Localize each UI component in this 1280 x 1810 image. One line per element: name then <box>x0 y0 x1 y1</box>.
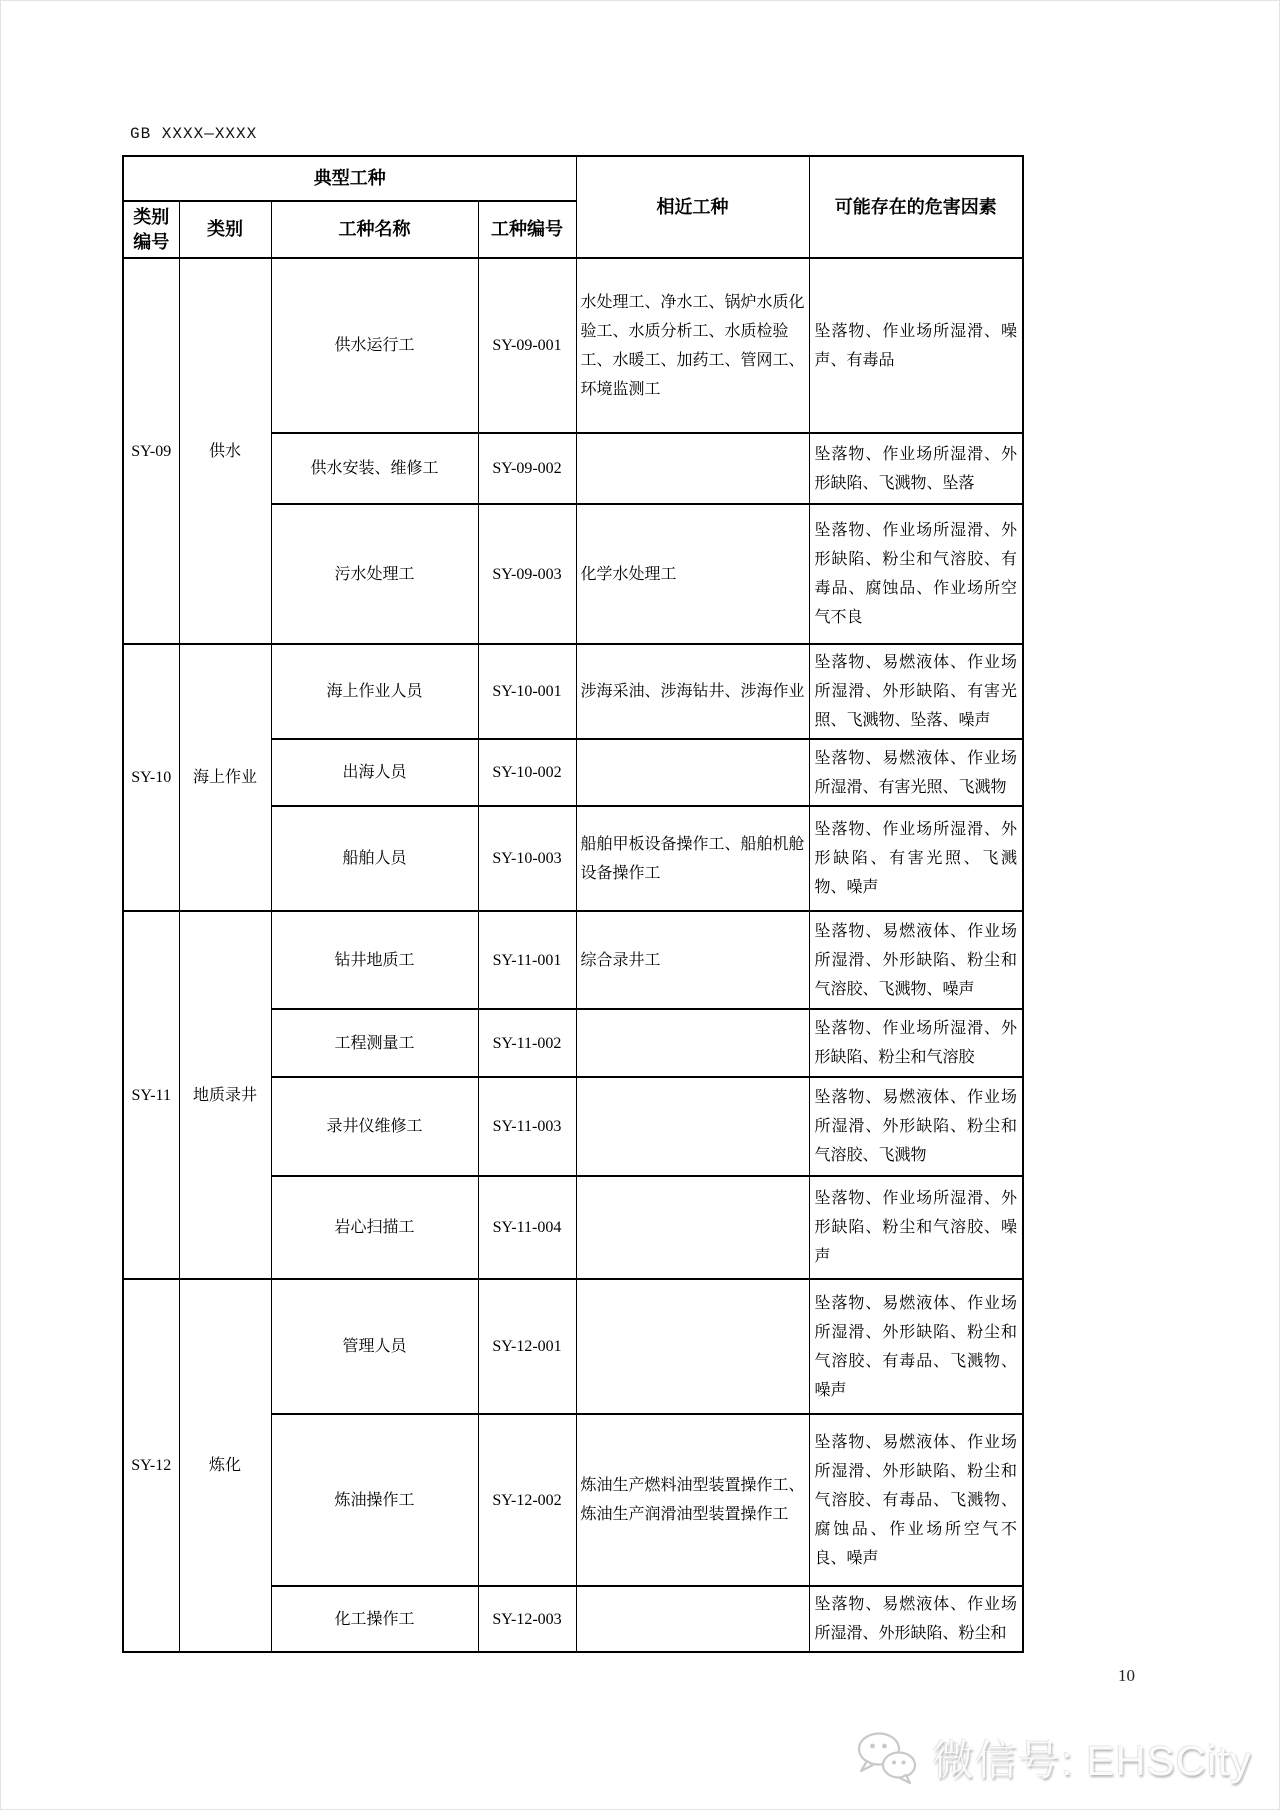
header-category: 类别 <box>179 201 271 258</box>
category-no-cell: SY-10 <box>123 644 179 911</box>
header-typical-jobs: 典型工种 <box>123 156 576 201</box>
header-category-no: 类别编号 <box>123 201 179 258</box>
hazards-cell: 坠落物、作业场所湿滑、外形缺陷、粉尘和气溶胶、有毒品、腐蚀品、作业场所空气不良 <box>809 504 1023 644</box>
similar-jobs-cell: 船舶甲板设备操作工、船舶机舱设备操作工 <box>576 806 809 911</box>
job-code-cell: SY-09-003 <box>478 504 576 644</box>
job-name-cell: 工程测量工 <box>271 1009 478 1077</box>
similar-jobs-cell <box>576 1176 809 1279</box>
similar-jobs-cell: 综合录井工 <box>576 911 809 1009</box>
hazards-cell: 坠落物、作业场所湿滑、外形缺陷、粉尘和气溶胶 <box>809 1009 1023 1077</box>
similar-jobs-cell <box>576 433 809 504</box>
job-name-cell: 海上作业人员 <box>271 644 478 739</box>
job-code-cell: SY-11-004 <box>478 1176 576 1279</box>
job-name-cell: 管理人员 <box>271 1279 478 1414</box>
job-code-cell: SY-11-003 <box>478 1077 576 1176</box>
category-no-cell: SY-11 <box>123 911 179 1279</box>
category-cell: 海上作业 <box>179 644 271 911</box>
hazards-cell: 坠落物、易燃液体、作业场所湿滑、有害光照、飞溅物 <box>809 739 1023 806</box>
hazards-cell: 坠落物、易燃液体、作业场所湿滑、外形缺陷、粉尘和气溶胶、有毒品、飞溅物、腐蚀品、作业场所空气不良、噪声 <box>809 1414 1023 1586</box>
similar-jobs-cell: 炼油生产燃料油型装置操作工、炼油生产润滑油型装置操作工 <box>576 1414 809 1586</box>
hazards-cell: 坠落物、易燃液体、作业场所湿滑、外形缺陷、粉尘和 <box>809 1586 1023 1652</box>
category-cell: 供水 <box>179 258 271 644</box>
hazards-cell: 坠落物、作业场所湿滑、噪声、有毒品 <box>809 258 1023 433</box>
hazards-cell: 坠落物、作业场所湿滑、外形缺陷、有害光照、飞溅物、噪声 <box>809 806 1023 911</box>
table-row <box>123 258 1023 433</box>
similar-jobs-cell <box>576 739 809 806</box>
hazards-cell: 坠落物、易燃液体、作业场所湿滑、外形缺陷、有害光照、飞溅物、坠落、噪声 <box>809 644 1023 739</box>
job-code-cell: SY-10-002 <box>478 739 576 806</box>
job-name-cell: 钻井地质工 <box>271 911 478 1009</box>
header-job-name: 工种名称 <box>271 201 478 258</box>
watermark-text: 微信号: EHSCity <box>931 1737 1252 1784</box>
job-name-cell: 供水运行工 <box>271 258 478 433</box>
header-similar-jobs: 相近工种 <box>576 156 809 258</box>
category-cell: 炼化 <box>179 1279 271 1652</box>
doc-code: GB XXXX—XXXX <box>130 125 258 143</box>
similar-jobs-cell: 水处理工、净水工、锅炉水质化验工、水质分析工、水质检验工、水暖工、加药工、管网工、环境监测工 <box>576 258 809 433</box>
job-code-cell: SY-12-001 <box>478 1279 576 1414</box>
job-code-cell: SY-10-001 <box>478 644 576 739</box>
job-name-cell: 录井仪维修工 <box>271 1077 478 1176</box>
header-row-1 <box>123 156 1023 201</box>
similar-jobs-cell <box>576 1009 809 1077</box>
hazards-cell: 坠落物、易燃液体、作业场所湿滑、外形缺陷、粉尘和气溶胶、飞溅物、噪声 <box>809 911 1023 1009</box>
hazards-cell: 坠落物、作业场所湿滑、外形缺陷、粉尘和气溶胶、噪声 <box>809 1176 1023 1279</box>
job-name-cell: 炼油操作工 <box>271 1414 478 1586</box>
category-no-cell: SY-12 <box>123 1279 179 1652</box>
table-body <box>123 258 1023 1652</box>
job-name-cell: 供水安装、维修工 <box>271 433 478 504</box>
job-code-cell: SY-11-001 <box>478 911 576 1009</box>
page-number: 10 <box>1118 1666 1135 1685</box>
job-code-cell: SY-09-002 <box>478 433 576 504</box>
table-row <box>123 1279 1023 1414</box>
table-row <box>123 644 1023 739</box>
job-name-cell: 化工操作工 <box>271 1586 478 1652</box>
category-cell: 地质录井 <box>179 911 271 1279</box>
job-name-cell: 船舶人员 <box>271 806 478 911</box>
hazards-cell: 坠落物、易燃液体、作业场所湿滑、外形缺陷、粉尘和气溶胶、有毒品、飞溅物、噪声 <box>809 1279 1023 1414</box>
similar-jobs-cell <box>576 1586 809 1652</box>
hazards-cell: 坠落物、易燃液体、作业场所湿滑、外形缺陷、粉尘和气溶胶、飞溅物 <box>809 1077 1023 1176</box>
hazards-cell: 坠落物、作业场所湿滑、外形缺陷、飞溅物、坠落 <box>809 433 1023 504</box>
header-hazards: 可能存在的危害因素 <box>809 156 1023 258</box>
watermark <box>854 1728 1252 1788</box>
header-job-code: 工种编号 <box>478 201 576 258</box>
table-header <box>123 156 1023 258</box>
category-no-cell: SY-09 <box>123 258 179 644</box>
similar-jobs-cell <box>576 1077 809 1176</box>
job-code-cell: SY-11-002 <box>478 1009 576 1077</box>
job-code-cell: SY-12-003 <box>478 1586 576 1652</box>
job-code-cell: SY-10-003 <box>478 806 576 911</box>
table-row <box>123 911 1023 1009</box>
job-name-cell: 出海人员 <box>271 739 478 806</box>
similar-jobs-cell: 化学水处理工 <box>576 504 809 644</box>
hazard-table <box>122 155 1024 1653</box>
job-code-cell: SY-09-001 <box>478 258 576 433</box>
similar-jobs-cell: 涉海采油、涉海钻井、涉海作业 <box>576 644 809 739</box>
similar-jobs-cell <box>576 1279 809 1414</box>
wechat-icon <box>854 1731 920 1785</box>
job-name-cell: 岩心扫描工 <box>271 1176 478 1279</box>
job-code-cell: SY-12-002 <box>478 1414 576 1586</box>
job-name-cell: 污水处理工 <box>271 504 478 644</box>
